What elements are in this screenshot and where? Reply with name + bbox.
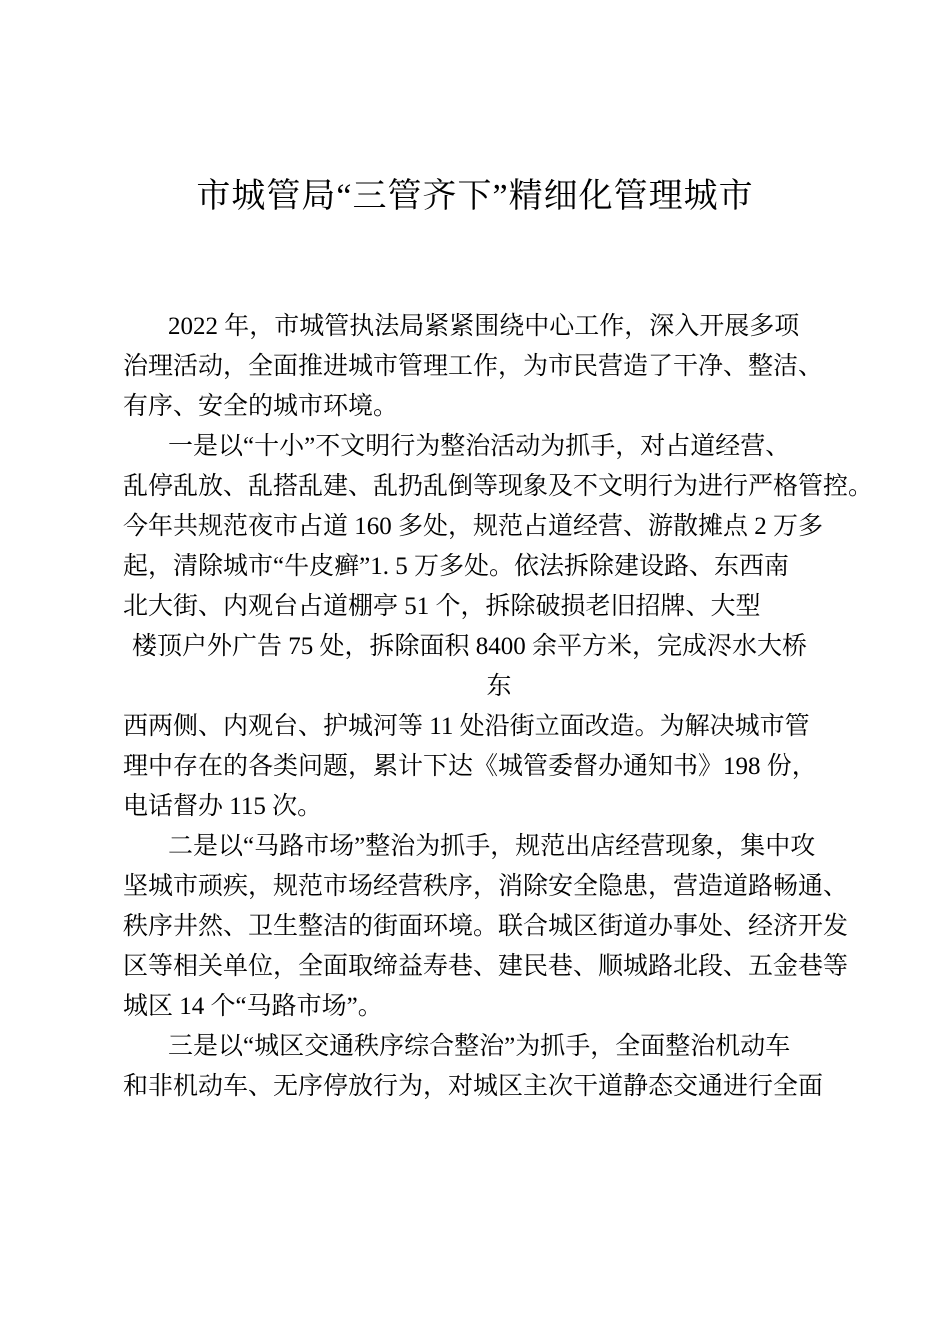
- text-line: 乱停乱放、乱搭乱建、乱扔乱倒等现象及不文明行为进行严格管控。: [123, 473, 874, 500]
- text-line: 一是以“十小”不文明行为整治活动为抓手，对占道经营、: [168, 433, 791, 460]
- text-line: 起，清除城市“牛皮癣”1. 5 万多处。依法拆除建设路、东西南: [123, 553, 789, 580]
- text-line: 东: [486, 673, 512, 700]
- text-line: 今年共规范夜市占道 160 多处，规范占道经营、游散摊点 2 万多: [123, 513, 824, 540]
- text-line: 坚城市顽疾，规范市场经营秩序，消除安全隐患，营造道路畅通、: [123, 873, 849, 900]
- text-line: 秩序井然、卫生整洁的街面环境。联合城区街道办事处、经济开发: [123, 913, 849, 940]
- text-line: 二是以“马路市场”整治为抓手，规范出店经营现象，集中攻: [168, 833, 816, 860]
- text-line: 和非机动车、无序停放行为，对城区主次干道静态交通进行全面: [123, 1073, 824, 1100]
- text-line: 楼顶户外广告 75 处，拆除面积 8400 余平方米，完成浕水大桥: [132, 633, 808, 660]
- text-line: 北大街、内观台占道棚亭 51 个，拆除破损老旧招牌、大型: [123, 593, 761, 620]
- text-line: 三是以“城区交通秩序综合整治”为抓手，全面整治机动车: [168, 1033, 791, 1060]
- text-line: 理中存在的各类问题，累计下达《城管委督办通知书》198 份，: [123, 753, 817, 780]
- text-line: 治理活动，全面推进城市管理工作，为市民营造了干净、整洁、: [123, 353, 824, 380]
- text-line: 区等相关单位，全面取缔益寿巷、建民巷、顺城路北段、五金巷等: [123, 953, 849, 980]
- text-line: 城区 14 个“马路市场”。: [123, 993, 383, 1020]
- text-line: 西两侧、内观台、护城河等 11 处沿街立面改造。为解决城市管: [123, 713, 810, 740]
- text-line: 电话督办 115 次。: [123, 793, 323, 820]
- document-body: [123, 307, 875, 1107]
- text-line: 有序、安全的城市环境。: [123, 393, 399, 420]
- text-line: 2022 年，市城管执法局紧紧围绕中心工作，深入开展多项: [168, 313, 800, 340]
- document-title: 市城管局“三管齐下”精细化管理城市: [196, 178, 754, 215]
